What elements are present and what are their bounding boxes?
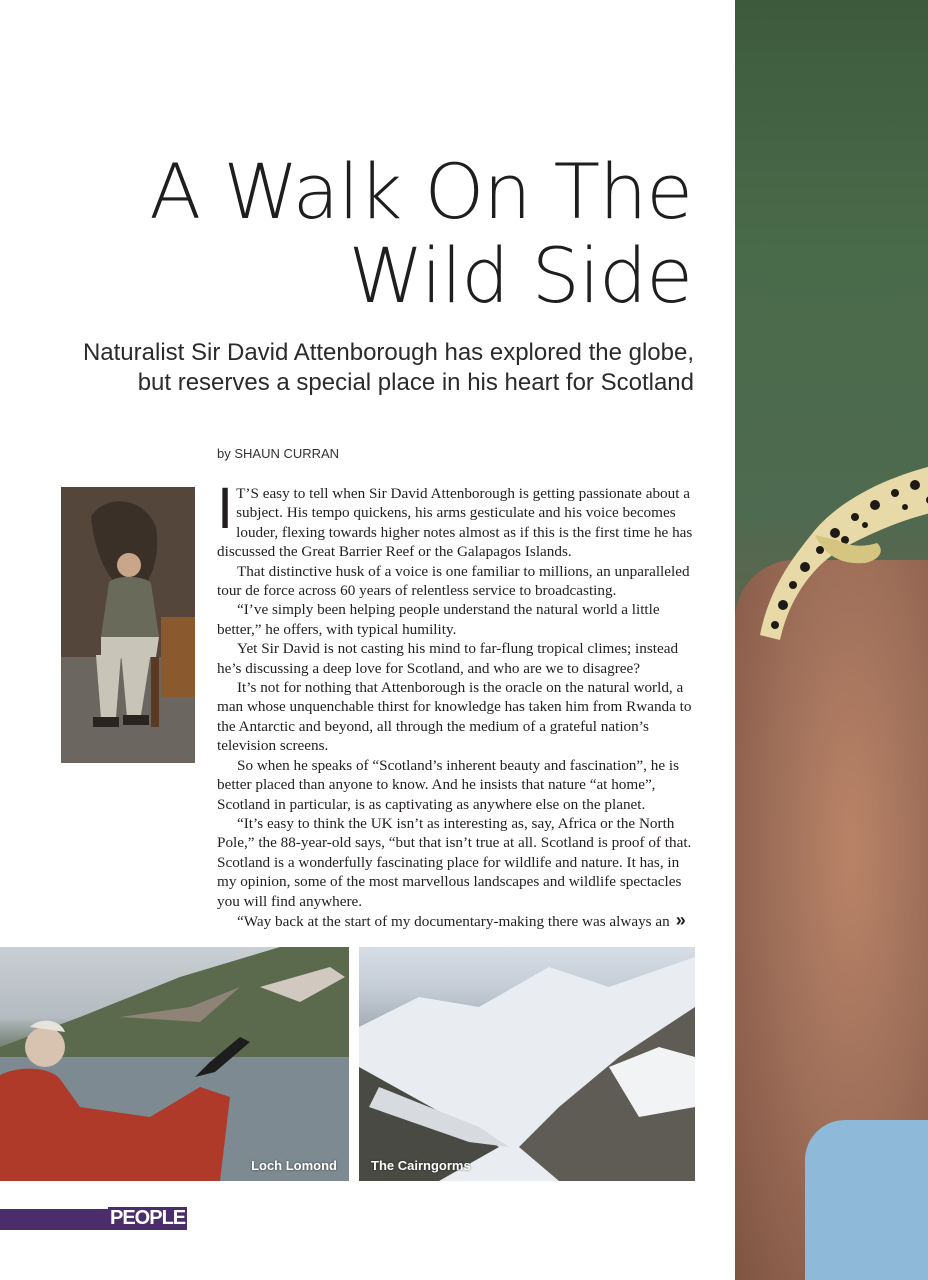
cairngorms-illustration <box>359 947 695 1181</box>
paragraph-5: It’s not for nothing that Attenborough is the oracle on the natural world, a man whose unquenchable thirst for knowledge has taken him from Rwanda to the Antarctic and beyond, all through the medium of a grateful nation’s television screens. <box>217 679 692 755</box>
paragraph-4: Yet Sir David is not casting his mind to far-flung tropical climes; instead he’s discussing a deep love for Scotland, and who are we to disagree? <box>217 640 679 677</box>
paragraph-7: “It’s easy to think the UK isn’t as interesting as, say, Africa or the North Pole,” the 88-year-old says, “but that isn’t true at all. Scotland is proof of that. Scotland is a wonderfully fascinating place for wildlife and nature. It has, in my opinion, some of the most marvellous landscapes and wildlife spectacles you will find anywhere. <box>217 814 692 910</box>
cover-photo-hand-gecko <box>735 0 928 1280</box>
caption-cairngorms: The Cairngorms <box>371 1158 471 1173</box>
portrait-illustration <box>61 487 195 763</box>
title-line-2: Wild Side <box>348 231 692 320</box>
gecko-icon <box>745 455 928 645</box>
article-title <box>52 147 692 320</box>
paragraph-1-text: T’S easy to tell when Sir David Attenborough is getting passionate about a subject. His tempo quickens, his arms gesticulate and his voice becomes louder, flexing towards higher notes almost as if this is the first time he has discussed the Great Barrier Reef or the Galapagos Islands. <box>217 485 693 561</box>
article-body <box>217 476 695 931</box>
drop-cap: I <box>217 476 234 541</box>
loch-illustration <box>0 947 349 1181</box>
photo-cairngorms <box>359 947 695 1181</box>
caption-loch-lomond: Loch Lomond <box>251 1158 337 1173</box>
paragraph-6: So when he speaks of “Scotland’s inherent beauty and fascination”, he is better placed than anyone to know. And he insists that nature “at home”, Scotland in particular, is as captivating as anywhere else on the planet. <box>217 756 680 813</box>
paragraph-8-text: “Way back at the start of my documentary-making there was always an <box>237 912 670 930</box>
photo-loch-lomond <box>0 947 349 1181</box>
portrait-photo <box>61 487 195 763</box>
paragraph-1 <box>217 476 695 562</box>
section-label-text: PEOPLE <box>110 1207 186 1229</box>
subtitle-line-2: but reserves a special place in his heart for Scotland <box>137 369 694 396</box>
paragraph-2: That distinctive husk of a voice is one familiar to millions, an unparalleled tour de force across 60 years of relentless service to broadcasting. <box>217 562 690 600</box>
paragraph-8 <box>217 911 695 931</box>
paragraph-3: “I’ve simply been helping people understand the natural world a little better,” he offers, with typical humility. <box>217 601 660 638</box>
continue-arrow-icon: » <box>675 909 686 930</box>
article-subtitle <box>54 338 694 398</box>
title-line-1: A Walk On The <box>149 147 692 236</box>
section-color-bar <box>0 1209 108 1230</box>
byline: by SHAUN CURRAN <box>217 446 340 461</box>
section-label <box>108 1207 187 1230</box>
shirt-shape <box>805 1120 928 1280</box>
subtitle-line-1: Naturalist Sir David Attenborough has explored the globe, <box>82 339 694 366</box>
